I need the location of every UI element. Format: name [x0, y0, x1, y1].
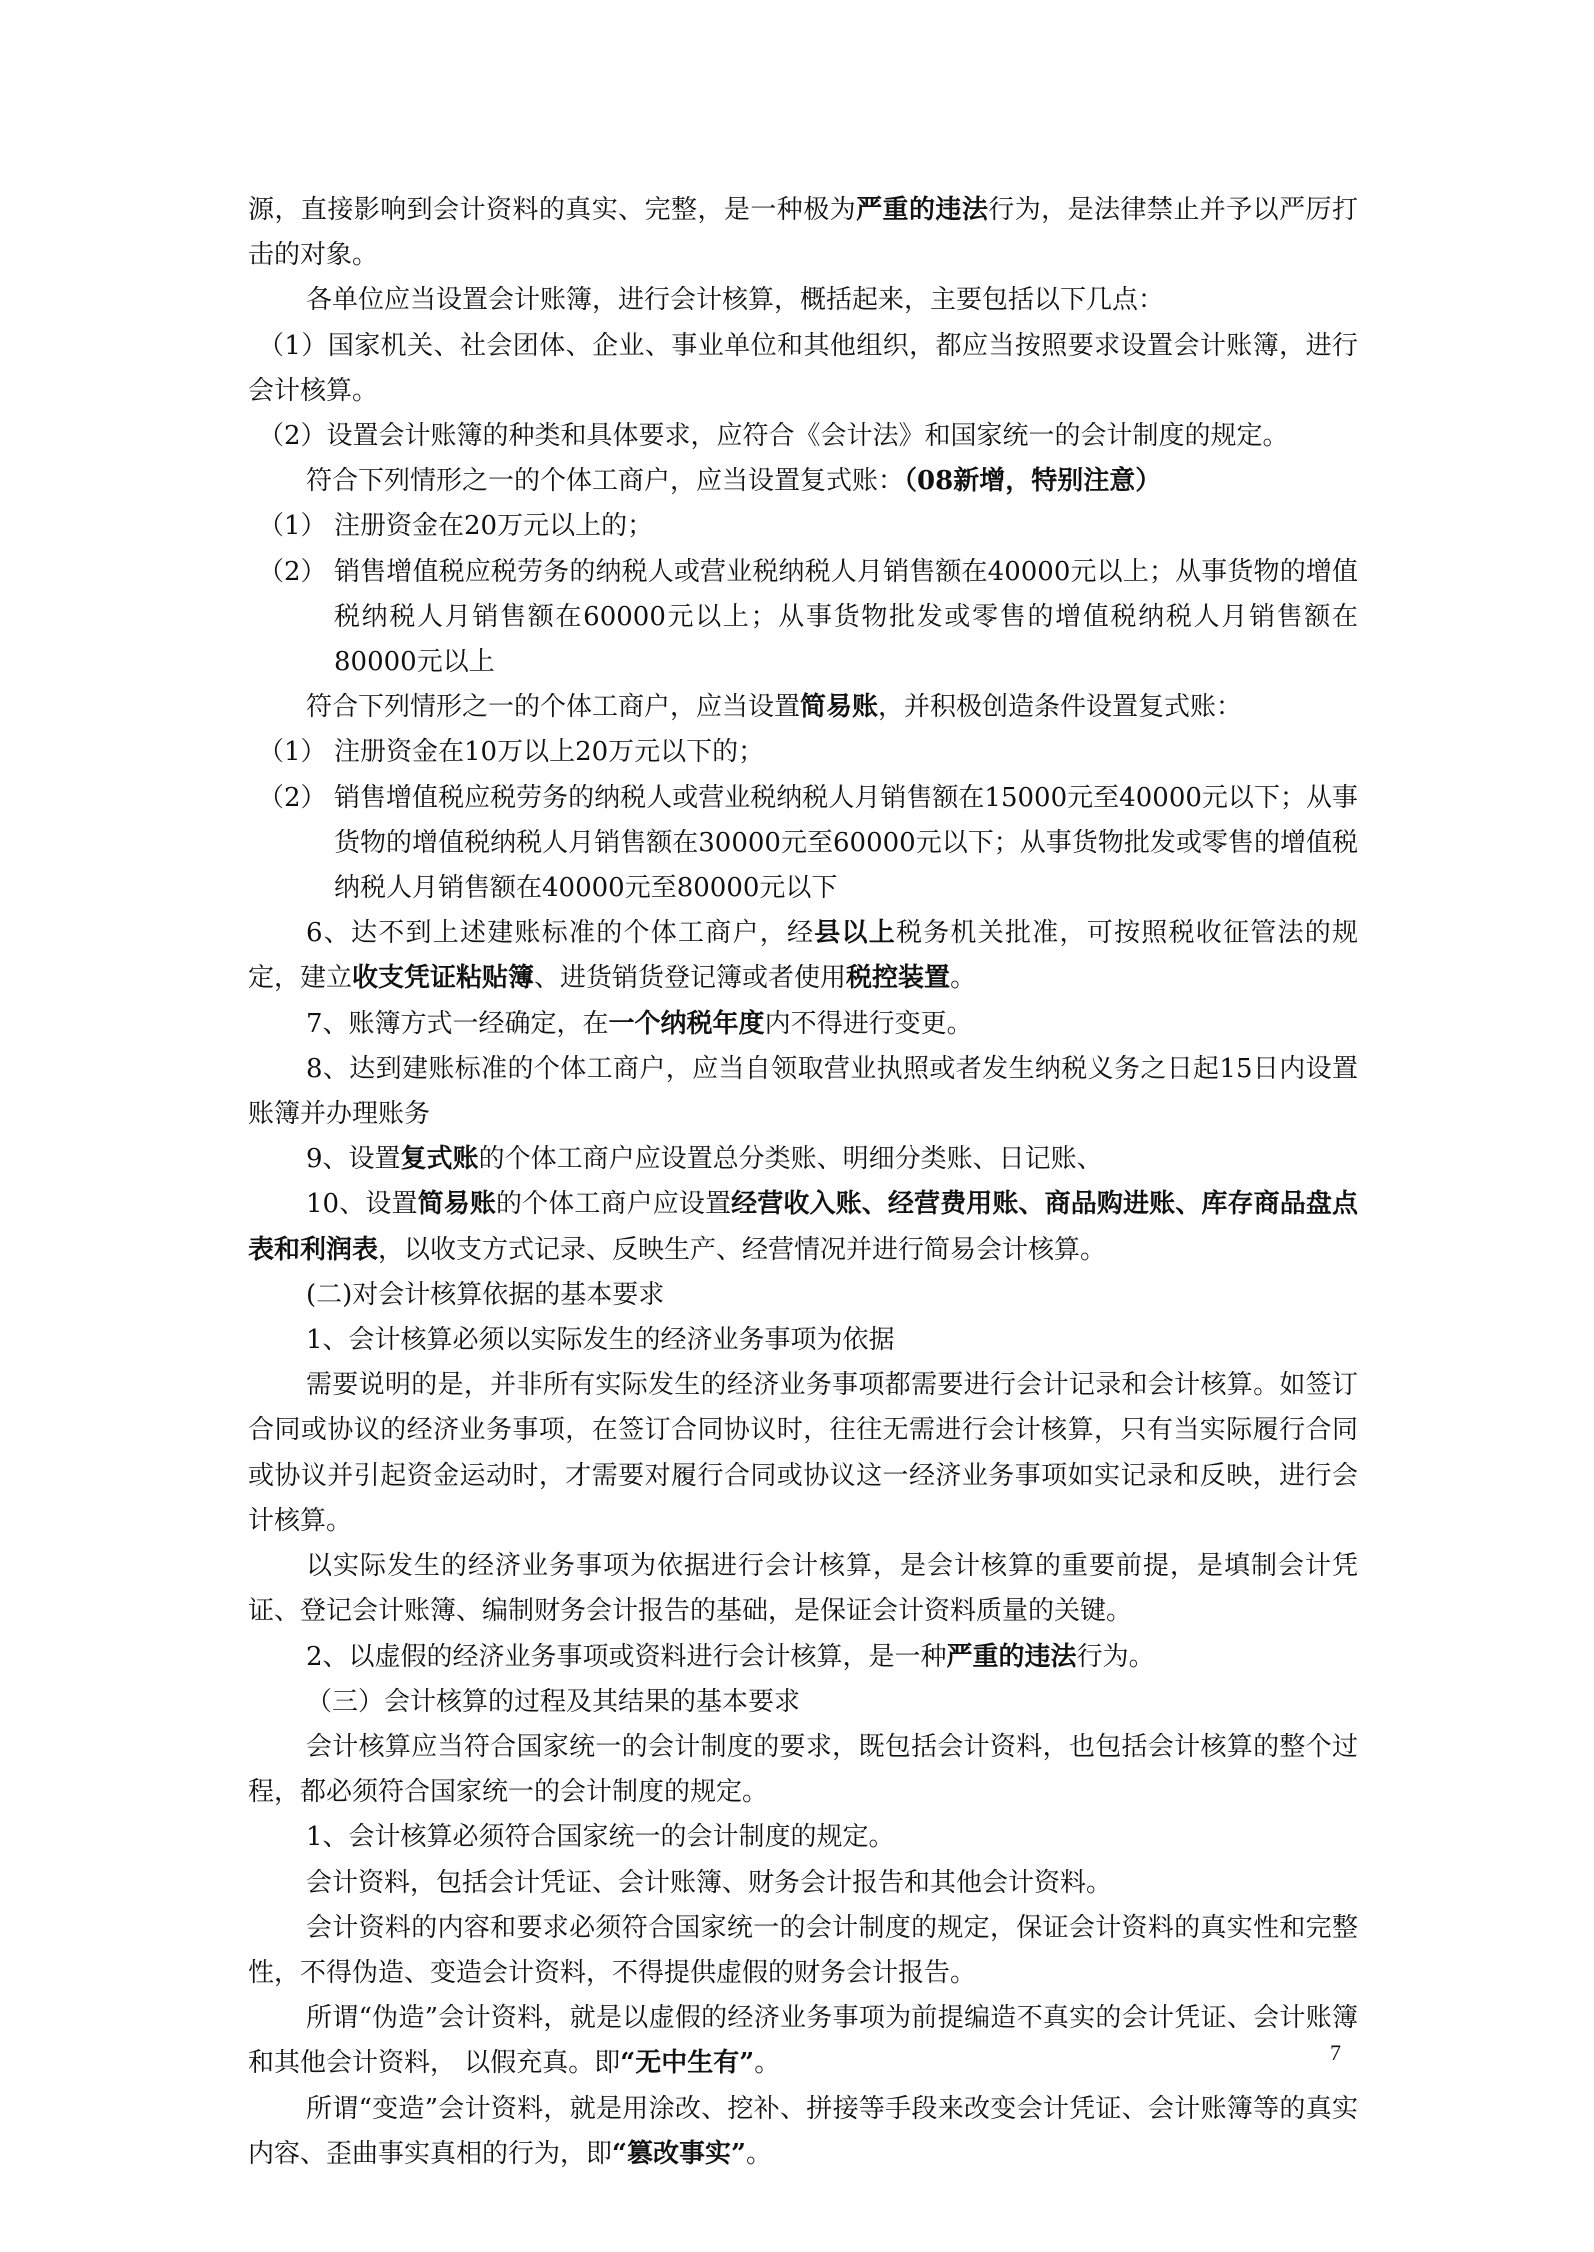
paragraph: [248, 685, 1358, 730]
bold-text: 严重的违法: [946, 1641, 1077, 1672]
paragraph: [248, 1635, 1358, 1680]
paragraph: [248, 1680, 1358, 1725]
text-run: 税务机关批准，可按照税收征管法的规定，建立: [248, 918, 1358, 994]
list-item-number: （1）: [258, 511, 327, 542]
text-run: 行为。: [1076, 1641, 1155, 1672]
text-run: 以实际发生的经济业务事项为依据进行会计核算，是会计核算的重要前提，是填制会计凭证、登记会计账簿、编制财务会计报告的基础，是保证会计资料质量的关键。: [248, 1551, 1358, 1627]
paragraph: [248, 324, 1358, 414]
text-run: 7、账簿方式一经确定，在: [306, 1008, 609, 1039]
text-run: 6、达不到上述建账标准的个体工商户，经: [306, 918, 815, 949]
bold-text: 收支凭证粘贴簿: [352, 963, 535, 994]
text-run: 销售增值税应税劳务的纳税人或营业税纳税人月销售额在15000元至40000元以下；从事货物的增值税纳税人月销售额在30000元至60000元以下；从事货物批发或零售的增值税纳税人月销售额在40000元至80000元以下: [334, 782, 1358, 904]
bold-text: 复式账: [400, 1144, 479, 1175]
bold-text: “篡改事实”: [612, 2138, 746, 2169]
text-run: 内不得进行变更。: [764, 1008, 973, 1039]
text-run: 所谓“伪造”会计资料，就是以虚假的经济业务事项为前提编造不真实的会计凭证、会计账簿和其他会计资料， 以假充真。即: [248, 2003, 1358, 2079]
paragraph: [248, 1996, 1358, 2086]
text-run: 销售增值税应税劳务的纳税人或营业税纳税人月销售额在40000元以上；从事货物的增值税纳税人月销售额在60000元以上；从事货物批发或零售的增值税纳税人月销售额在80000元以上: [334, 556, 1358, 678]
text-run: 。: [745, 2138, 772, 2169]
paragraph: [248, 1182, 1358, 1272]
list-item: [248, 730, 1358, 775]
list-item: [248, 550, 1358, 686]
bold-text: 严重的违法: [856, 195, 989, 225]
bold-text: “无中生有”: [620, 2048, 755, 2079]
bold-text: （08新增，特别注意）: [904, 466, 1162, 497]
paragraph: [248, 1815, 1358, 1860]
paragraph: [248, 1273, 1358, 1318]
text-run: ，并积极创造条件设置复式账：: [878, 692, 1243, 723]
text-run: 2、以虚假的经济业务事项或资料进行会计核算，是一种: [306, 1641, 947, 1672]
list-item-number: （1）: [258, 737, 327, 768]
paragraph: [248, 1318, 1358, 1363]
page-number: 7: [1330, 2040, 1341, 2065]
text-run: 、进货销货登记簿或者使用: [534, 963, 847, 994]
paragraph: [248, 1363, 1358, 1544]
list-item-text: [334, 776, 1358, 912]
text-run: 注册资金在10万以上20万元以下的；: [334, 737, 765, 768]
list-item-text: [334, 504, 1358, 549]
text-run: （1）国家机关、社会团体、企业、事业单位和其他组织，都应当按照要求设置会计账簿，进行会计核算。: [248, 330, 1358, 406]
text-run: 各单位应当设置会计账簿，进行会计核算，概括起来，主要包括以下几点：: [306, 285, 1165, 316]
list-item-number: （2）: [258, 782, 327, 813]
text-run: 1、会计核算必须符合国家统一的会计制度的规定。: [306, 1822, 895, 1853]
paragraph: [248, 911, 1358, 1001]
text-run: 行为，是法律禁止并予以严厉打击的对象。: [248, 195, 1358, 271]
paragraph: [248, 459, 1358, 504]
text-run: 的个体工商户应设置总分类账、明细分类账、日记账、: [478, 1144, 1103, 1175]
text-run: 会计资料的内容和要求必须符合国家统一的会计制度的规定，保证会计资料的真实性和完整性，不得伪造、变造会计资料，不得提供虚假的财务会计报告。: [248, 1912, 1358, 1988]
text-run: 源，直接影响到会计资料的真实、完整，是一种极为: [248, 195, 857, 225]
paragraph: [248, 1047, 1358, 1137]
text-run: 所谓“变造”会计资料，就是用涂改、挖补、拼接等手段来改变会计凭证、会计账簿等的真实内容、歪曲事实真相的行为，即: [248, 2093, 1358, 2169]
paragraph: [248, 1137, 1358, 1182]
text-run: 9、设置: [306, 1144, 401, 1175]
text-run: 。: [754, 2048, 781, 2079]
text-run: 10、设置: [306, 1189, 418, 1220]
paragraph: [248, 414, 1358, 459]
bold-text: 经营收入账、经营费用账、商品购进账、库存商品盘点表和利润表: [248, 1189, 1358, 1265]
list-item-text: [334, 550, 1358, 686]
text-run: 注册资金在20万元以上的；: [334, 511, 654, 542]
bold-text: 县以上: [814, 918, 897, 949]
bold-text: 简易账: [417, 1189, 496, 1220]
list-item: [248, 776, 1358, 912]
text-run: 会计核算应当符合国家统一的会计制度的要求，既包括会计资料，也包括会计核算的整个过程，都必须符合国家统一的会计制度的规定。: [248, 1731, 1358, 1808]
bold-text: 税控装置: [846, 963, 951, 994]
text-run: （2）设置会计账簿的种类和具体要求，应符合《会计法》和国家统一的会计制度的规定。: [258, 421, 1289, 452]
list-item: [248, 504, 1358, 549]
text-run: 。: [950, 963, 977, 994]
document-body: [248, 188, 1358, 2177]
text-run: 的个体工商户应设置: [495, 1189, 732, 1220]
text-run: (二)对会计核算依据的基本要求: [306, 1279, 665, 1310]
text-run: ，以收支方式记录、反映生产、经营情况并进行简易会计核算。: [378, 1234, 1107, 1265]
text-run: 符合下列情形之一的个体工商户，应当设置复式账：: [306, 466, 905, 497]
text-run: 1、会计核算必须以实际发生的经济业务事项为依据: [306, 1325, 895, 1356]
text-run: （三）会计核算的过程及其结果的基本要求: [306, 1686, 801, 1717]
list-item-number: （2）: [258, 556, 327, 587]
bold-text: 一个纳税年度: [608, 1008, 765, 1039]
paragraph: [248, 1861, 1358, 1906]
paragraph: [248, 1906, 1358, 1996]
paragraph: [248, 1725, 1358, 1815]
paragraph: [248, 1544, 1358, 1634]
text-run: 8、达到建账标准的个体工商户，应当自领取营业执照或者发生纳税义务之日起15日内设置账簿并办理账务: [248, 1053, 1358, 1130]
paragraph: [248, 1002, 1358, 1047]
list-item-text: [334, 730, 1358, 775]
text-run: 会计资料，包括会计凭证、会计账簿、财务会计报告和其他会计资料。: [306, 1867, 1113, 1898]
text-run: 需要说明的是，并非所有实际发生的经济业务事项都需要进行会计记录和会计核算。如签订合同或协议的经济业务事项，在签订合同协议时，往往无需进行会计核算，只有当实际履行合同或协议并引起资金运动时，才需要对履行合同或协议这一经济业务事项如实记录和反映，进行会计核算。: [248, 1370, 1358, 1536]
text-run: 符合下列情形之一的个体工商户，应当设置: [306, 692, 801, 723]
paragraph: [248, 278, 1358, 323]
paragraph: [248, 2087, 1358, 2177]
bold-text: 简易账: [800, 692, 879, 723]
paragraph: [248, 188, 1358, 278]
